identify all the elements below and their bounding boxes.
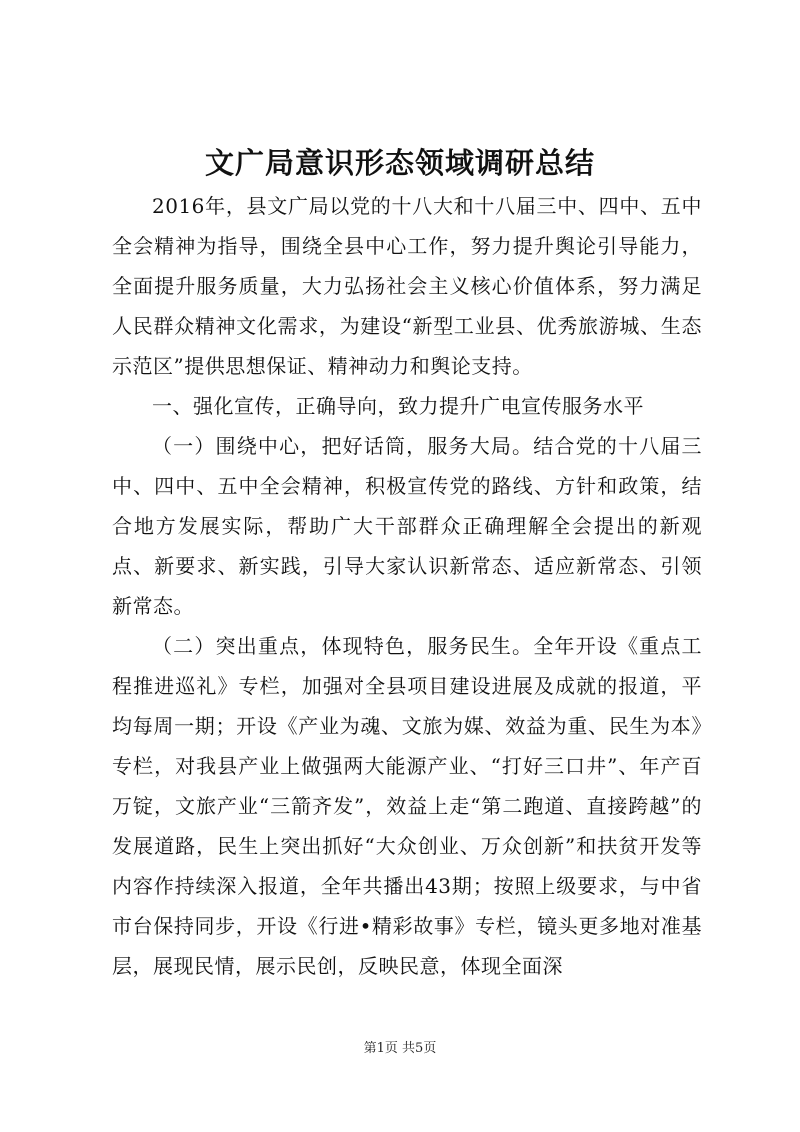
subsection-paragraph-1: （一）围绕中心，把好话筒，服务大局。结合党的十八届三中、四中、五中全会精神，积极宣传党的路线、方针和政策，结合地方发展实际，帮助广大干部群众正确理解全会提出的新观点、新要求、新实践，引导大家认识新常态、适应新常态、引领新常态。 bbox=[112, 434, 702, 618]
subsection-paragraph-2: （二）突出重点，体现特色，服务民生。全年开设《重点工程推进巡礼》专栏，加强对全县项目建设进展及成就的报道，平均每周一期；开设《产业为魂、文旅为媒、效益为重、民生为本》专栏，对我县产业上做强两大能源产业、“打好三口井”、年产百万锭，文旅产业“三箭齐发”，效益上走“第二跑道、直接跨越”的发展道路，民生上突出抓好“大众创业、万众创新”和扶贫开发等内容作持续深入报道，全年共播出43期；按照上级要求，与中省市台保持同步，开设《行进•精彩故事》专栏，镜头更多地对准基层，展现民情，展示民创，反映民意，体现全面深 bbox=[112, 634, 702, 978]
page-number-footer: 第1页 共5页 bbox=[363, 1041, 437, 1056]
intro-paragraph: 2016年，县文广局以党的十八大和十八届三中、四中、五中全会精神为指导，围绕全县中心工作，努力提升舆论引导能力，全面提升服务质量，大力弘扬社会主义核心价值体系，努力满足人民群众精神文化需求，为建设“新型工业县、优秀旅游城、生态示范区”提供思想保证、精神动力和舆论支持。 bbox=[112, 194, 702, 378]
section-heading-1: 一、强化宣传，正确导向，致力提升广电宣传服务水平 bbox=[152, 394, 644, 418]
document-body bbox=[112, 186, 702, 986]
document-title: 文广局意识形态领域调研总结 bbox=[204, 146, 595, 180]
